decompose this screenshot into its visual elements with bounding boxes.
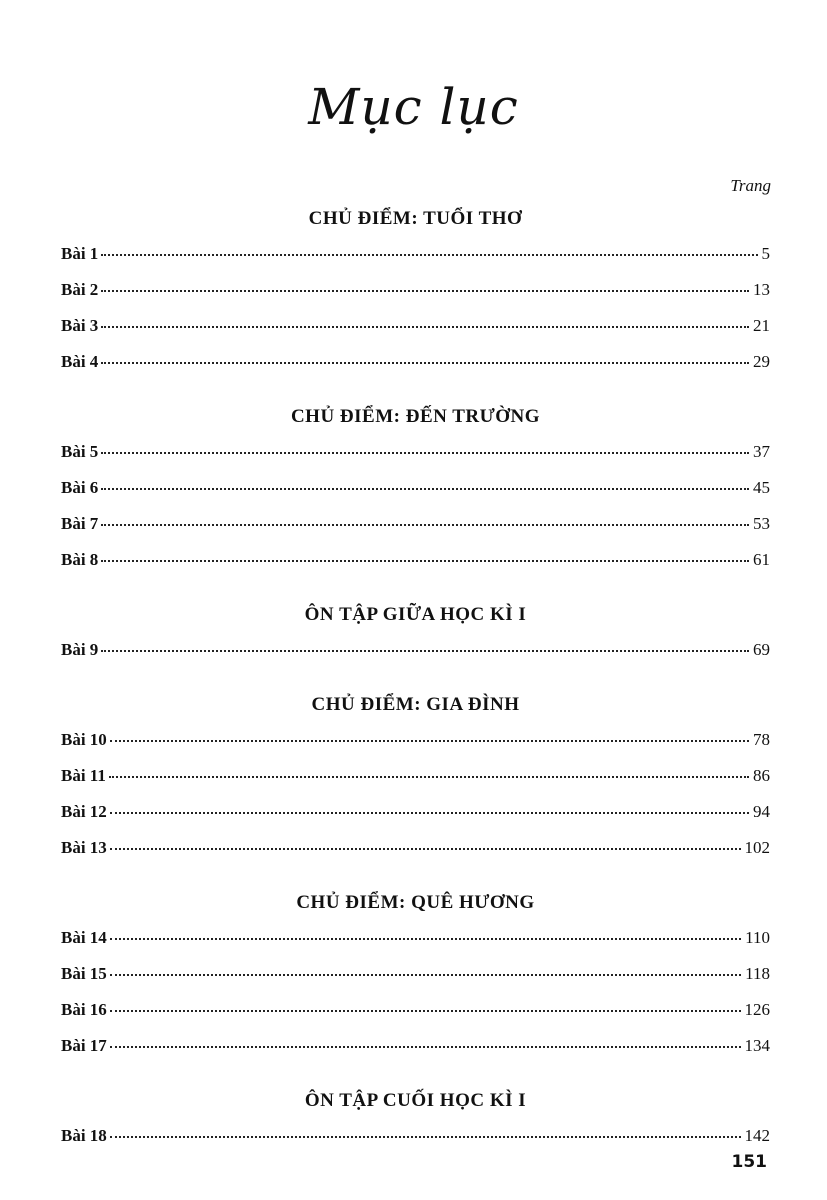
dot-leader [101, 362, 749, 364]
dot-leader [110, 1010, 741, 1012]
toc-entry-page: 94 [753, 802, 770, 821]
toc-entry-label: Bài 11 [61, 766, 106, 785]
toc-section [61, 886, 770, 1064]
dot-leader [110, 848, 741, 850]
page-title: Mục lục [308, 78, 519, 136]
toc-entry-page: 29 [753, 352, 770, 371]
toc-entry [61, 956, 770, 992]
toc-entry-page: 110 [745, 928, 770, 947]
toc-entry-page: 61 [753, 550, 770, 569]
toc-entry-page: 21 [753, 316, 770, 335]
dot-leader [101, 452, 749, 454]
dot-leader [101, 524, 749, 526]
toc-entry-label: Bài 3 [61, 316, 99, 335]
dot-leader [101, 488, 749, 490]
toc-entry-page: 13 [753, 280, 770, 299]
section-heading: ÔN TẬP CUỐI HỌC KÌ I [304, 1090, 527, 1111]
toc-entry-label: Bài 15 [61, 964, 107, 983]
toc-entry-page: 102 [744, 838, 770, 857]
toc-entry [61, 992, 770, 1028]
toc-section [61, 202, 770, 380]
toc-section [61, 1084, 770, 1154]
toc-entry-page: 37 [753, 442, 770, 461]
toc-entry-page: 45 [753, 478, 770, 497]
toc-entry-page: 142 [744, 1126, 770, 1145]
toc-entry [61, 632, 770, 668]
toc-entry [61, 308, 770, 344]
toc-entry-page: 118 [745, 964, 770, 983]
toc-entry-label: Bài 5 [61, 442, 99, 461]
section-heading: CHỦ ĐIỂM: GIA ĐÌNH [311, 694, 520, 715]
toc-entry-label: Bài 1 [61, 244, 99, 263]
toc-entry-label: Bài 2 [61, 280, 99, 299]
toc-entry [61, 1118, 770, 1154]
toc-entry-page: 134 [744, 1036, 770, 1055]
toc-entry [61, 236, 770, 272]
toc-entry-page: 86 [753, 766, 770, 785]
toc-entry-label: Bài 6 [61, 478, 99, 497]
page-number: 151 [731, 1152, 767, 1172]
toc-entry-page: 5 [761, 244, 770, 263]
toc-entry-page: 53 [753, 514, 770, 533]
dot-leader [110, 740, 749, 742]
toc-entry [61, 1028, 770, 1064]
toc-entry [61, 794, 770, 830]
toc-section [61, 688, 770, 866]
toc-entry-label: Bài 13 [61, 838, 107, 857]
toc-entry-label: Bài 4 [61, 352, 99, 371]
toc-entry [61, 506, 770, 542]
dot-leader [110, 974, 741, 976]
toc-entry [61, 434, 770, 470]
section-heading: ÔN TẬP GIỮA HỌC KÌ I [304, 604, 527, 625]
dot-leader [110, 1136, 741, 1138]
toc-section [61, 400, 770, 578]
dot-leader [101, 650, 749, 652]
toc-entry-label: Bài 8 [61, 550, 99, 569]
toc-entry [61, 470, 770, 506]
dot-leader [110, 812, 749, 814]
toc-entry-page: 69 [753, 640, 770, 659]
toc-entry-label: Bài 9 [61, 640, 99, 659]
toc-entry-label: Bài 16 [61, 1000, 107, 1019]
toc-entry [61, 920, 770, 956]
toc-entry [61, 542, 770, 578]
toc-entry [61, 830, 770, 866]
toc-entry-page: 126 [744, 1000, 770, 1019]
table-of-contents [61, 200, 770, 1154]
toc-entry [61, 272, 770, 308]
dot-leader [101, 560, 749, 562]
toc-section [61, 598, 770, 668]
section-heading: CHỦ ĐIỂM: ĐẾN TRƯỜNG [290, 406, 541, 427]
toc-entry-label: Bài 14 [61, 928, 107, 947]
toc-entry-label: Bài 18 [61, 1126, 107, 1145]
toc-entry-label: Bài 17 [61, 1036, 107, 1055]
dot-leader [109, 776, 749, 778]
dot-leader [110, 938, 741, 940]
toc-entry [61, 722, 770, 758]
toc-entry-page: 78 [753, 730, 770, 749]
page-column-label: Trang [730, 176, 771, 195]
toc-entry [61, 344, 770, 380]
dot-leader [101, 254, 757, 256]
section-heading: CHỦ ĐIỂM: TUỔI THƠ [308, 208, 523, 229]
toc-entry [61, 758, 770, 794]
dot-leader [101, 326, 749, 328]
dot-leader [101, 290, 749, 292]
section-heading: CHỦ ĐIỂM: QUÊ HƯƠNG [296, 892, 535, 913]
toc-entry-label: Bài 7 [61, 514, 99, 533]
toc-entry-label: Bài 12 [61, 802, 107, 821]
toc-entry-label: Bài 10 [61, 730, 107, 749]
dot-leader [110, 1046, 741, 1048]
